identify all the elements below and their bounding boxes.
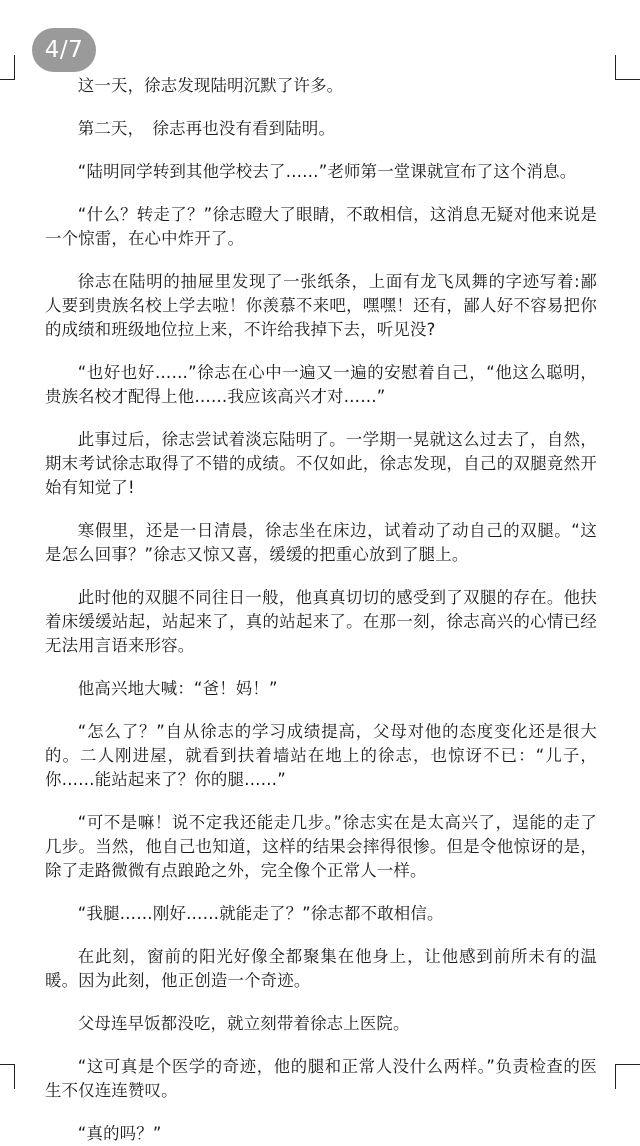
- paragraph: “陆明同学转到其他学校去了……”老师第一堂课就宣布了这个消息。: [77, 162, 577, 181]
- paragraph: 寒假里，还是一日清晨，徐志坐在床边，试着动了动自己的双腿。“这是怎么回事？”徐志又惊又喜，缓缓的把重心放到了腿上。: [45, 521, 597, 564]
- crop-mark-bottom-right: [615, 1064, 640, 1089]
- paragraph: 在此刻，窗前的阳光好像全都聚集在他身上，让他感到前所未有的温暖。因为此刻，他正创造一个奇迹。: [45, 947, 597, 990]
- paragraph: 这一天，徐志发现陆明沉默了许多。: [77, 76, 344, 95]
- paragraph: 他高兴地大喊：“爸！妈！”: [77, 679, 278, 698]
- paragraph: “这可真是个医学的奇迹，他的腿和正常人没什么两样。”负责检查的医生不仅连连赞叹。: [45, 1057, 597, 1100]
- paragraph: 此事过后，徐志尝试着淡忘陆明了。一学期一晃就这么过去了，自然，期末考试徐志取得了不错的成绩。不仅如此，徐志发现，自己的双腿竟然开始有知觉了!: [45, 430, 597, 497]
- crop-mark-top-left: [0, 55, 15, 80]
- page-indicator-badge: 4/7: [32, 28, 96, 72]
- paragraph: “我腿……刚好……就能走了？”徐志都不敢相信。: [77, 904, 444, 923]
- paragraph: 父母连早饭都没吃，就立刻带着徐志上医院。: [77, 1014, 410, 1033]
- paragraph: “真的吗？”: [77, 1124, 162, 1143]
- crop-mark-bottom-left: [0, 1064, 15, 1089]
- paragraph: 徐志在陆明的抽屉里发现了一张纸条，上面有龙飞凤舞的字迹写着:鄙人要到贵族名校上学去啦！你羡慕不来吧，嘿嘿！还有，鄙人好不容易把你的成绩和班级地位拉上来，不许给我掉下去，听见没?: [45, 272, 597, 339]
- paragraph: “可不是嘛！说不定我还能走几步。”徐志实在是太高兴了，逞能的走了几步。当然，他自己也知道，这样的结果会摔得很惨。但是令他惊讶的是，除了走路微微有点踉跄之外，完全像个正常人一样。: [45, 813, 597, 880]
- paragraph: 此时他的双腿不同往日一般，他真真切切的感受到了双腿的存在。他扶着床缓缓站起，站起来了，真的站起来了。在那一刻，徐志高兴的心情已经无法用言语来形容。: [45, 588, 597, 655]
- paragraph: “什么？转走了？”徐志瞪大了眼睛，不敢相信，这消息无疑对他来说是一个惊雷，在心中炸开了。: [45, 205, 597, 248]
- crop-mark-top-right: [615, 55, 640, 80]
- document-body: [45, 74, 597, 1146]
- paragraph: 第二天， 徐志再也没有看到陆明。: [77, 119, 336, 138]
- paragraph: “也好也好……”徐志在心中一遍又一遍的安慰着自己，“他这么聪明，贵族名校才配得上他……我应该高兴才对……”: [45, 363, 597, 406]
- paragraph: “怎么了？”自从徐志的学习成绩提高，父母对他的态度变化还是很大的。二人刚进屋，就看到扶着墙站在地上的徐志，也惊讶不已：“儿子，你……能站起来了？你的腿……”: [45, 722, 597, 789]
